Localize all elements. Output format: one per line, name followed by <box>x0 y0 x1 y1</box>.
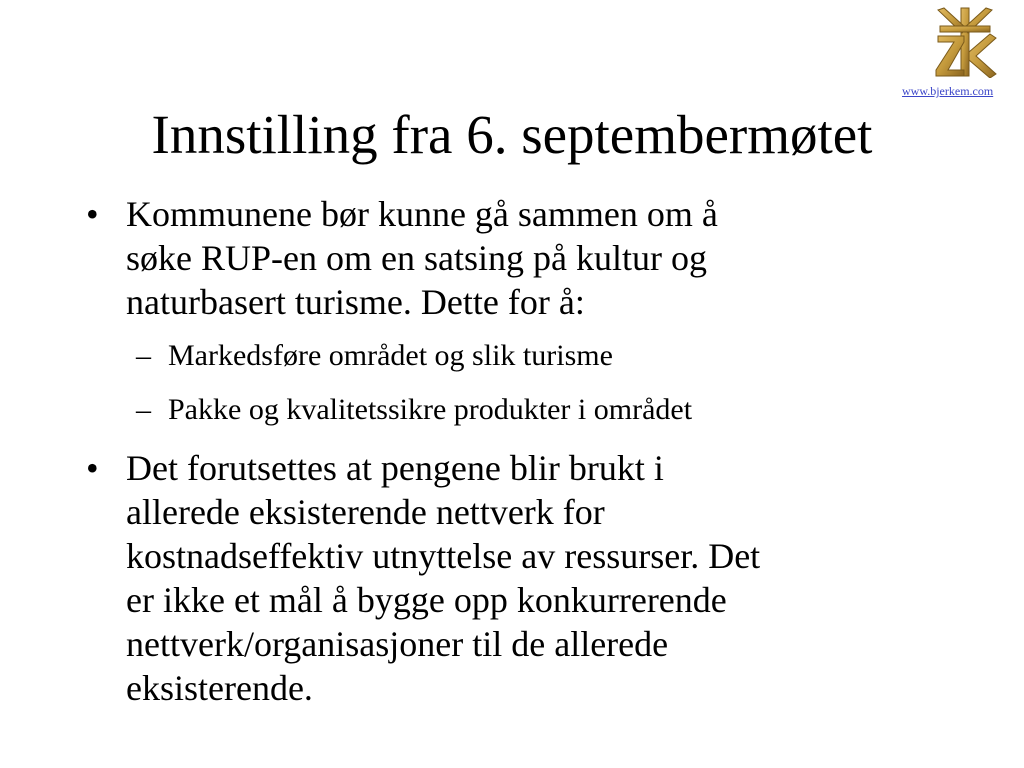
bjerkem-logo-icon <box>930 6 1000 78</box>
bullet-line: Kommunene bør kunne gå sammen om å <box>126 194 718 234</box>
bullet-line: allerede eksisterende nettverk for <box>126 492 605 532</box>
bullet-marker: • <box>86 194 99 234</box>
sub-list <box>86 338 966 428</box>
sub-item <box>136 338 966 374</box>
bullet-line: søke RUP-en om en satsing på kultur og <box>126 238 707 278</box>
bullet-line: nettverk/organisasjoner til de allerede <box>126 624 669 664</box>
bullet-line: eksisterende. <box>126 668 313 708</box>
bullet-line: Det forutsettes at pengene blir brukt i <box>126 448 664 488</box>
bullet-item <box>86 446 966 710</box>
website-link[interactable]: www.bjerkem.com <box>902 84 994 98</box>
slide-title: Innstilling fra 6. septembermøtet <box>151 104 873 165</box>
sub-item-marker: – <box>136 393 151 426</box>
bullet-line: kostnadseffektiv utnyttelse av ressurser. Det <box>126 536 761 576</box>
sub-item <box>136 392 966 428</box>
bullet-line: er ikke et mål å bygge opp konkurrerende <box>126 580 727 620</box>
bullet-line: naturbasert turisme. Dette for å: <box>126 282 585 322</box>
sub-item-marker: – <box>136 339 151 372</box>
slide-content <box>86 192 966 710</box>
bullet-marker: • <box>86 448 99 488</box>
bullet-item <box>86 192 966 324</box>
sub-item-text: Pakke og kvalitetssikre produkter i området <box>168 393 693 426</box>
sub-item-text: Markedsføre området og slik turisme <box>168 339 613 372</box>
